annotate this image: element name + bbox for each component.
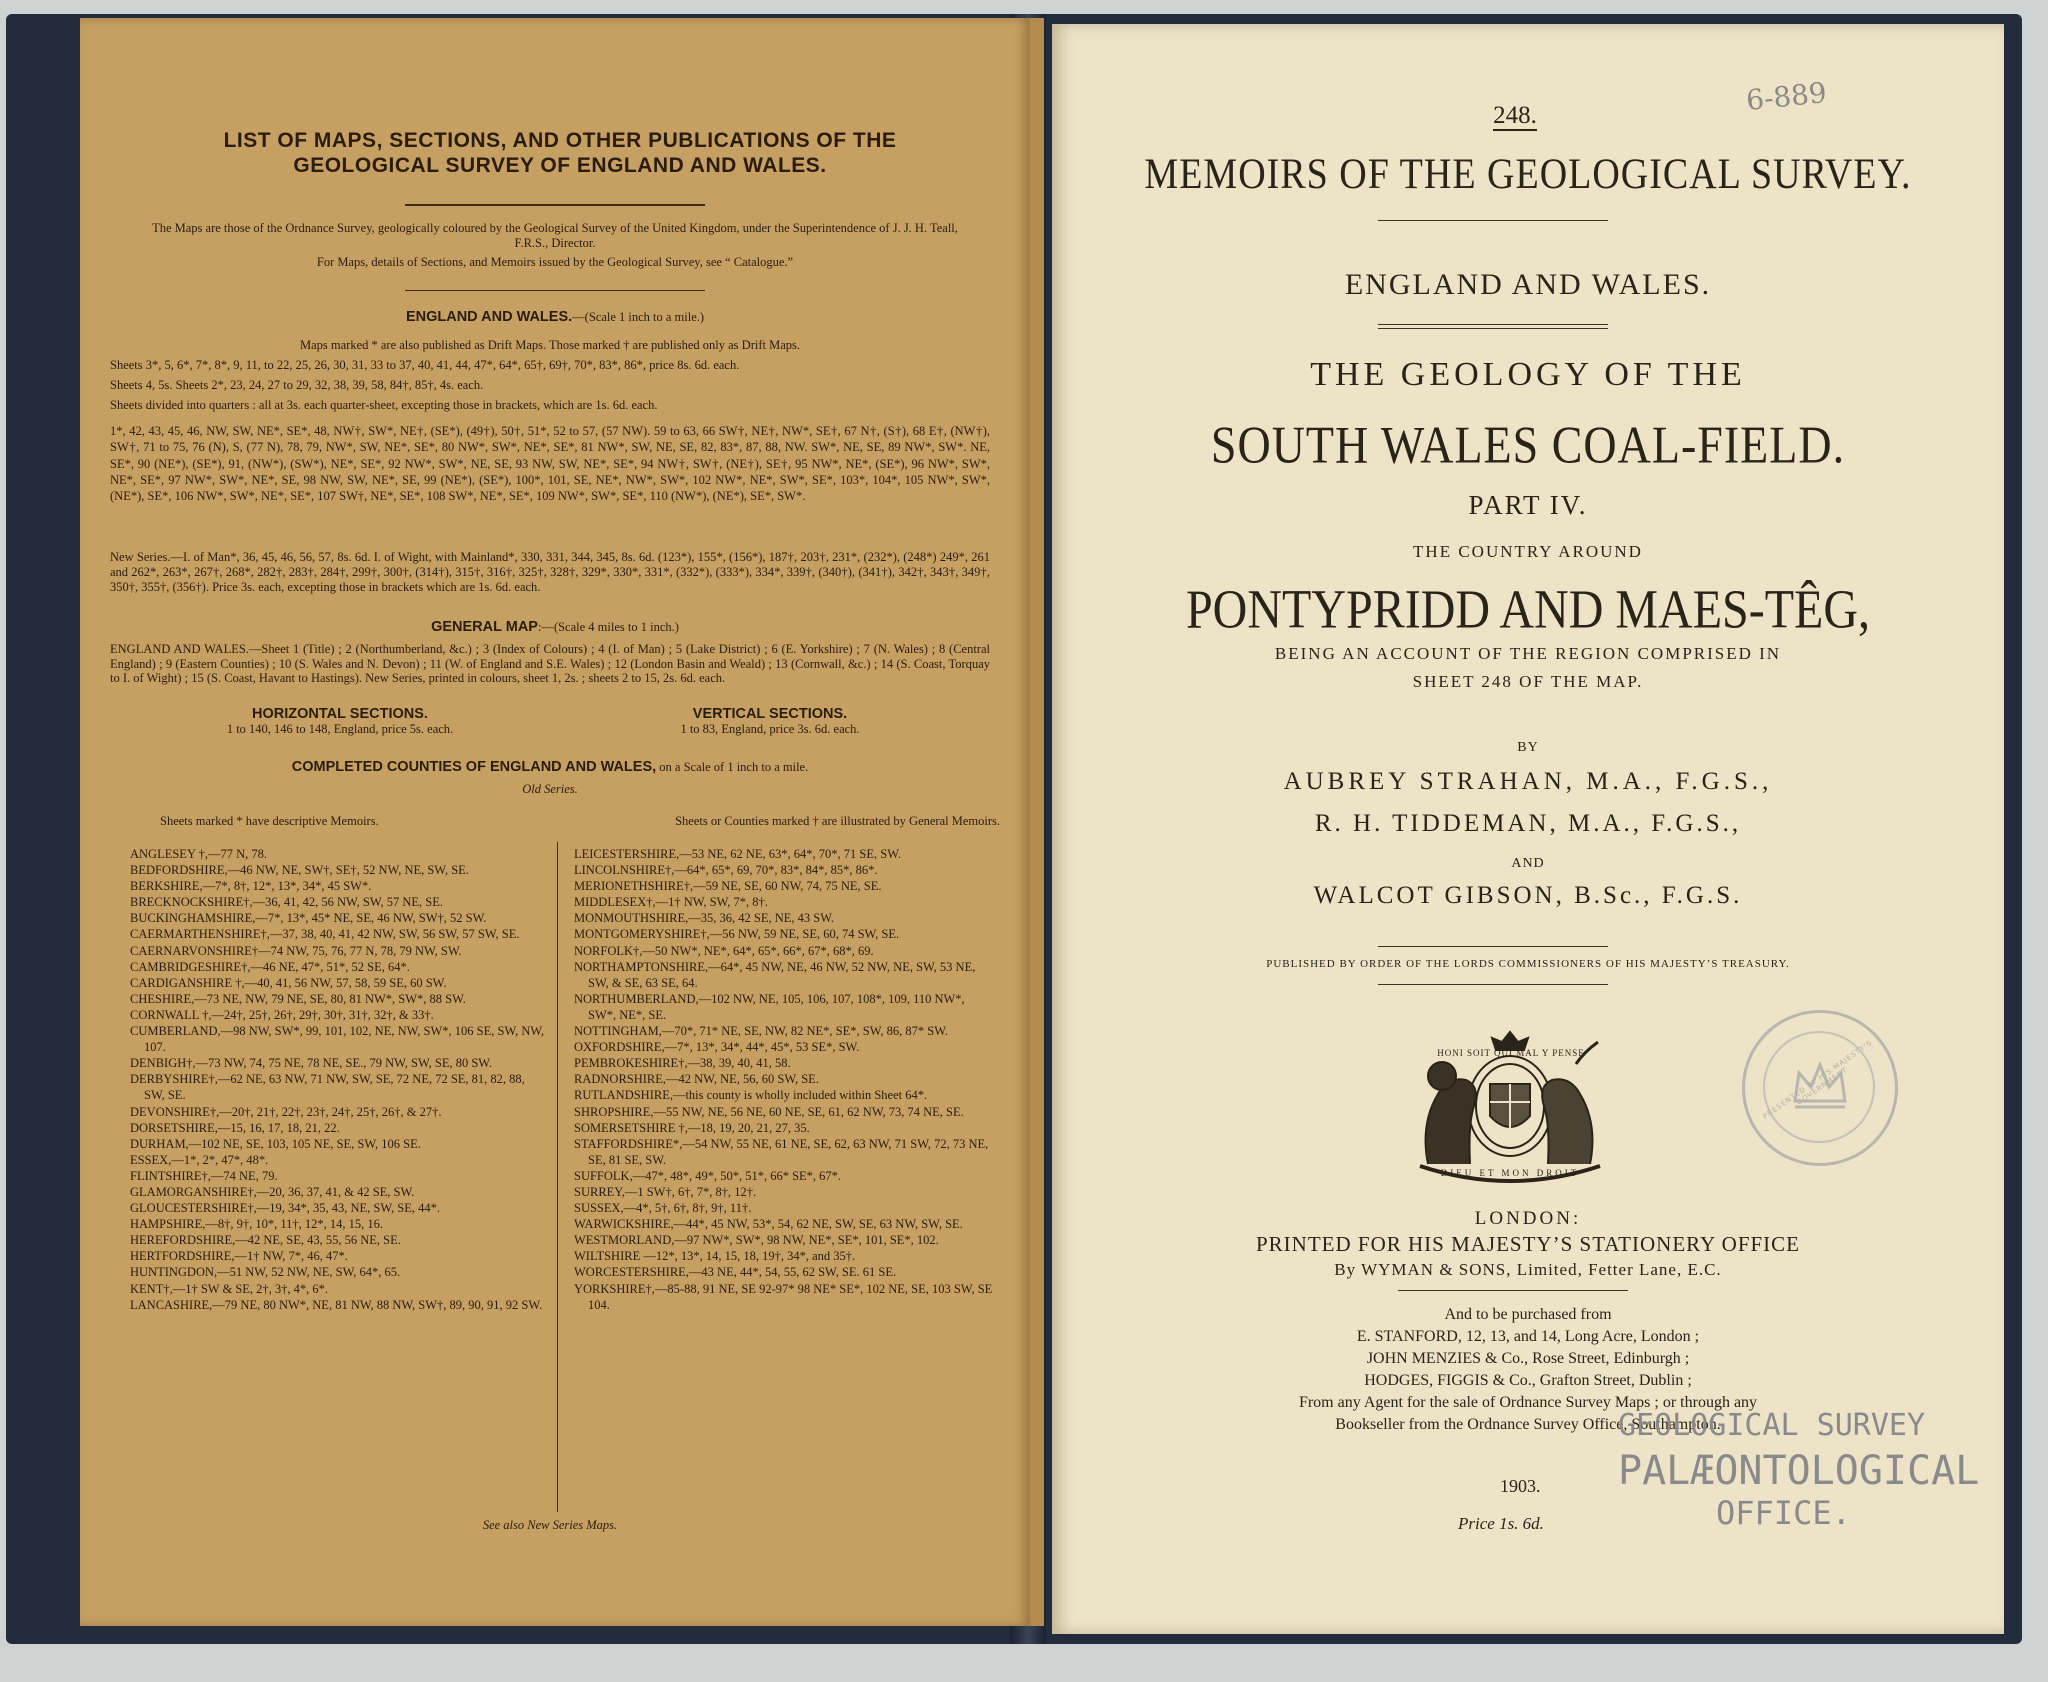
divider: [1378, 328, 1608, 329]
note-memoirs: Sheets marked * have descriptive Memoirs.: [160, 814, 379, 828]
seal-legend: PRESENTED BY HIS MAJESTY'S GOVERNMENT: [1761, 1038, 1874, 1121]
city-london: LONDON:: [1474, 1208, 1582, 1229]
counties-column-2: [574, 846, 994, 1313]
ew-scale: —(Scale 1 inch to a mile.): [572, 310, 705, 324]
county-entry: CHESHIRE,—73 NE, NW, 79 NE, SE, 80, 81 NW*, SW*, 88 SW.: [130, 991, 466, 1006]
general-map-heading: [120, 618, 990, 636]
presented-by-seal-icon: [1742, 1010, 1898, 1166]
county-entry: SUSSEX,—4*, 5†, 6†, 8†, 9†, 11†.: [574, 1201, 752, 1216]
right-page-title: [1052, 24, 2004, 1634]
book-title-line-1: THE GEOLOGY OF THE: [1310, 356, 1746, 393]
county-entry: MERIONETHSHIRE†,—59 NE, SE, 60 NW, 74, 75 NE, SE.: [574, 879, 882, 894]
column-divider: [557, 842, 558, 1512]
county-entry: FLINTSHIRE†,—74 NE, 79.: [130, 1168, 278, 1183]
county-entry: BEDFORDSHIRE,—46 NW, NE, SW†, SE†, 52 NW, NE, SW, SE.: [130, 863, 469, 878]
county-entry: MONMOUTHSHIRE,—35, 36, 42 SE, NE, 43 SW.: [574, 911, 834, 926]
county-entry: GLAMORGANSHIRE†,—20, 36, 37, 41, & 42 SE, SW.: [130, 1184, 415, 1199]
counties-column-1: [130, 846, 546, 1313]
seller-hodges: HODGES, FIGGIS & Co., Grafton Street, Dublin ;: [1364, 1372, 1692, 1389]
general-map-text: ENGLAND AND WALES.—Sheet 1 (Title) ; 2 (Northumberland, &c.) ; 3 (Index of Colours) ; 4 (I. of Man) ; 5 (Lake District) ; 6 (E. Yorkshire) ; 7 (N. Wales) ; 8 (Central England) ; 9 (Eastern Counties) ; 10 (S. Wales and N. Devon) ; 11 (W. of England and S.E. Wales) ; 12 (London Basin and Weald) ; 13 (Cornwall, &c.) ; 14 (S. Coast, Torquay to I. of Wight) ; 15 (S. Coast, Havant to Hastings). New Series, printed in colours, sheet 1, 2s. ; sheets 2 to 15, 2s. 6d. each.: [110, 642, 990, 685]
county-entry: LANCASHIRE,—79 NE, 80 NW*, NE, 81 NW, 88 NW, SW†, 89, 90, 91, 92 SW.: [130, 1297, 543, 1312]
county-entry: MONTGOMERYSHIRE†,—56 NW, 59 NE, SE, 60, 74 SW, SE.: [574, 927, 900, 942]
county-entry: CUMBERLAND,—98 NW, SW*, 99, 101, 102, NE, NW, SW*, 106 SE, SW, NW, 107.: [130, 1024, 545, 1055]
country-around: THE COUNTRY AROUND: [1413, 542, 1643, 561]
county-entry: WARWICKSHIRE,—44*, 45 NW, 53*, 54, 62 NE, SW, SE, 63 NW, SW, SE.: [574, 1217, 963, 1232]
divider: [1378, 946, 1608, 947]
county-entry: NORTHAMPTONSHIRE,—64*, 45 NW, NE, 46 NW, 52 NW, NE, SW, 53 NE, SW, & SE, 63 SE, 64.: [574, 959, 976, 990]
part-number: PART IV.: [1468, 490, 1588, 520]
seller-agents: From any Agent for the sale of Ordnance Survey Maps ; or through any: [1298, 1394, 1758, 1411]
divider: [405, 204, 705, 206]
author-tiddeman: R. H. TIDDEMAN, M.A., F.G.S.,: [1314, 810, 1742, 837]
catalogue-title: [120, 128, 1000, 178]
county-entry: HUNTINGDON,—51 NW, 52 NW, NE, SW, 64*, 65.: [130, 1265, 401, 1280]
county-entry: MIDDLESEX†,—1† NW, SW, 7*, 8†.: [574, 895, 768, 910]
stamp-palaeontological: PALÆONTOLOGICAL: [1618, 1448, 1980, 1494]
county-entry: OXFORDSHIRE,—7*, 13*, 34*, 44*, 45*, 53 SE*, SW.: [574, 1040, 860, 1055]
county-entry: SHROPSHIRE,—55 NW, NE, 56 NE, 60 NE, SE, 61, 62 NW, 73, 74 NE, SE.: [574, 1104, 964, 1119]
seller-menzies: JOHN MENZIES & Co., Rose Street, Edinburgh ;: [1366, 1350, 1690, 1367]
counties-heading: [110, 758, 990, 776]
county-entry: HEREFORDSHIRE,—42 NE, SE, 43, 55, 56 NE, SE.: [130, 1233, 401, 1248]
county-entry: LINCOLNSHIRE†,—64*, 65*, 69, 70*, 83*, 84*, 85*, 86*.: [574, 863, 878, 878]
county-entry: WESTMORLAND,—97 NW*, SW*, 98 NW, NE*, SE*, 101, SE*, 102.: [574, 1233, 939, 1248]
county-entry: NORTHUMBERLAND,—102 NW, NE, 105, 106, 107, 108*, 109, 110 NW*, SW*, NE*, SE.: [574, 991, 965, 1022]
book-title-line-2: SOUTH WALES COAL-FIELD.: [1210, 415, 1846, 474]
crest-motto-scroll: DIEU ET MON DROIT: [1440, 1168, 1580, 1178]
county-entry: CORNWALL †,—24†, 25†, 26†, 29†, 30†, 31†, 32†, & 33†.: [130, 1007, 434, 1022]
county-entry: GLOUCESTERSHIRE†,—19, 34*, 35, 43, NE, SW, SE, 44*.: [130, 1201, 440, 1216]
county-entry: DERBYSHIRE†,—62 NE, 63 NW, 71 NW, SW, SE, 72 NE, 72 SE, 81, 82, 88, SW, SE.: [130, 1072, 525, 1103]
horizontal-heading: HORIZONTAL SECTIONS.: [252, 706, 428, 722]
counties-title: COMPLETED COUNTIES OF ENGLAND AND WALES,: [291, 759, 657, 775]
county-entry: DURHAM,—102 NE, SE, 103, 105 NE, SE, SW, 106 SE.: [130, 1136, 421, 1151]
ew-notes: [110, 338, 990, 413]
published-by-order: PUBLISHED BY ORDER OF THE LORDS COMMISSIONERS OF HIS MAJESTY’S TREASURY.: [1266, 958, 1790, 970]
horizontal-sections: [120, 706, 560, 737]
ew-line: Sheets 4, 5s. Sheets 2*, 23, 24, 27 to 29, 32, 38, 39, 58, 84†, 85†, 4s. each.: [110, 378, 484, 392]
county-entry: STAFFORDSHIRE*,—54 NW, 55 NE, 61 NE, SE, 62, 63 NW, 71 SW, 72, 73 NE, SE, 81 SE, SW.: [574, 1136, 989, 1167]
left-page-catalogue: [80, 18, 1044, 1626]
purchase-intro: And to be purchased from: [1444, 1306, 1612, 1323]
see-also-note: See also New Series Maps.: [482, 1518, 618, 1532]
county-entry: ANGLESEY †,—77 N, 78.: [130, 847, 268, 861]
publication-year: 1903.: [1500, 1476, 1541, 1496]
county-entry: HERTFORDSHIRE,—1† NW, 7*, 46, 47*.: [130, 1249, 348, 1264]
ew-line: Sheets divided into quarters : all at 3s. each quarter-sheet, excepting those in brackets, which are 1s. 6d. each.: [110, 398, 658, 412]
county-entry: SURREY,—1 SW†, 6†, 7*, 8†, 12†.: [574, 1184, 757, 1199]
subtitle-line-2: SHEET 248 OF THE MAP.: [1412, 672, 1644, 691]
county-entry: YORKSHIRE†,—85-88, 91 NE, SE 92-97* 98 NE* SE*, 102 NE, SE, 103 SW, SE 104.: [574, 1281, 993, 1312]
crest-motto-garter: HONI SOIT QUI MAL Y PENSE: [1437, 1048, 1585, 1058]
series-title: MEMOIRS OF THE GEOLOGICAL SURVEY.: [1144, 149, 1912, 199]
county-entry: DENBIGH†,—73 NW, 74, 75 NE, 78 NE, SE., 79 NW, SW, SE, 80 SW.: [130, 1056, 493, 1071]
title-line-2: GEOLOGICAL SURVEY OF ENGLAND AND WALES.: [293, 154, 827, 177]
county-entry: ESSEX,—1*, 2*, 47*, 48*.: [130, 1152, 269, 1167]
county-entry: CAERNARVONSHIRE†—74 NW, 75, 76, 77 N, 78, 79 NW, SW.: [130, 943, 462, 958]
county-entry: HAMPSHIRE,—8†, 9†, 10*, 11†, 12*, 14, 15, 16.: [130, 1217, 384, 1232]
quarter-sheets-list: 1*, 42, 43, 45, 46, NW, SW, NE*, SE*, 48, NW†, SW*, NE†, (SE*), (49†), 50†, 51*, 52 to 57, (57 NW). 59 to 63, 66 SW†, NE†, NW*, SE†, 67 N†, (S†), 68 E†, (NW†), SW†, 71 to 75, 76 (N), S, (77 N), 78, 79, NW*, SW, NE*, SE*, 80 NW*, SW*, NE*, SE*, 81 NW*, SW, NE, SE, 82, 83*, 87, 88, NW. SW*, NE, SE, 89 NW*, SW*. NE, SE*, 90 (NE*), (SE*), 91, (NW*), (SW*), NE*, SE*, 92 NW*, SW*, NE, SE, 93 NW, SW, NE*, SE*, 94 NW†, SW†, (NE†), SE†, 95 NW*, NE*, (SE*), 96 NW*, SW*, NE*, SE*, 97 NW*, SW*, NE*, SE, 98 NW, SW, NE*, SE, 99 (NE*), (SE*), 100*, 101, SE, NE*, NW*, SW*, 102 NW*, NE*, SW*, SE*, 103*, 104*, 105 NW*, SW*, (NE*), SE*, 106 NW*, SW*, NE*, SE*, 107 SW†, NE*, SE*, 108 SW*, NE*, SE*, 109 NW*, SW*, SE*, 110 (NW*), (NE*), SE*, SW*.: [110, 424, 990, 504]
vertical-heading: VERTICAL SECTIONS.: [692, 706, 848, 722]
printer-line: By WYMAN & SONS, Limited, Fetter Lane, E.C.: [1334, 1260, 1722, 1279]
region-heading: ENGLAND AND WALES.: [1344, 268, 1712, 301]
divider: [1378, 324, 1608, 325]
divider: [1398, 1290, 1628, 1291]
intro-line-1: The Maps are those of the Ordnance Survey, geologically coloured by the Geological Survey of the United Kingdom, under the Superintendence of J. J. H. Teall, F.R.S., Director.: [152, 221, 958, 250]
county-entry: CAMBRIDGESHIRE†,—46 NE, 47*, 51*, 52 SE, 64*.: [130, 959, 410, 974]
county-entry: BUCKINGHAMSHIRE,—7*, 13*, 45* NE, SE, 46 NW, SW†, 52 SW.: [130, 911, 487, 926]
general-map-title: GENERAL MAP: [431, 619, 538, 635]
county-entry: CARDIGANSHIRE †,—40, 41, 56 NW, 57, 58, 59 SE, 60 SW.: [130, 975, 447, 990]
author-strahan: AUBREY STRAHAN, M.A., F.G.S.,: [1283, 768, 1773, 795]
counties-scale: on a Scale of 1 inch to a mile.: [656, 760, 809, 774]
county-entry: NOTTINGHAM,—70*, 71* NE, SE, NW, 82 NE*, SE*, SW, 86, 87* SW.: [574, 1024, 948, 1039]
county-entry: BERKSHIRE,—7*, 8†, 12*, 13*, 34*, 45 SW*.: [130, 879, 372, 894]
ew-heading: [120, 308, 990, 326]
county-entry: BRECKNOCKSHIRE†,—36, 41, 42, 56 NW, SW, 57 NE, SE.: [130, 895, 443, 910]
sheet-number: [1052, 102, 1991, 130]
vertical-sections: [560, 706, 980, 737]
note-general-memoirs: Sheets or Counties marked † are illustrated by General Memoirs.: [675, 814, 1000, 828]
county-entry: RUTLANDSHIRE,—this county is wholly included within Sheet 64*.: [574, 1088, 928, 1103]
old-series-label: Old Series.: [522, 782, 578, 796]
place-title: PONTYPRIDD AND MAES-TÊG,: [1185, 579, 1871, 640]
author-gibson: WALCOT GIBSON, B.Sc., F.G.S.: [1313, 882, 1743, 909]
seller-ordnance-office: Bookseller from the Ordnance Survey Office, Southampton.: [1335, 1416, 1721, 1433]
county-entry: PEMBROKESHIRE†,—38, 39, 40, 41, 58.: [574, 1056, 791, 1071]
subtitle-line-1: BEING AN ACCOUNT OF THE REGION COMPRISED IN: [1274, 644, 1782, 663]
by-label: BY: [1517, 740, 1539, 755]
divider: [405, 290, 705, 291]
seller-stanford: E. STANFORD, 12, 13, and 14, Long Acre, London ;: [1356, 1328, 1700, 1345]
title-line-1: LIST OF MAPS, SECTIONS, AND OTHER PUBLICATIONS OF THE: [223, 129, 897, 152]
county-entry: SOMERSETSHIRE †,—18, 19, 20, 21, 27, 35.: [574, 1120, 810, 1135]
county-entry: NORFOLK†,—50 NW*, NE*, 64*, 65*, 66*, 67*, 68*, 69.: [574, 943, 874, 958]
vertical-text: 1 to 83, England, price 3s. 6d. each.: [680, 722, 860, 736]
ew-heading-text: ENGLAND AND WALES.: [405, 309, 573, 325]
ew-line: Maps marked * are also published as Drift Maps. Those marked † are published only as Drift Maps.: [299, 338, 800, 352]
horizontal-text: 1 to 140, 146 to 148, England, price 5s. each.: [226, 722, 454, 736]
county-entry: WORCESTERSHIRE,—43 NE, 44*, 54, 55, 62 SW, SE. 61 SE.: [574, 1265, 897, 1280]
intro-line-2: For Maps, details of Sections, and Memoirs issued by the Geological Survey, see “ Catalogue.”: [316, 255, 794, 269]
intro-text: [140, 221, 970, 270]
general-map-scale: :—(Scale 4 miles to 1 inch.): [537, 620, 679, 634]
stamp-geological-survey: GEOLOGICAL SURVEY: [1618, 1408, 1926, 1443]
divider: [1378, 984, 1608, 985]
county-entry: KENT†,—1† SW & SE, 2†, 3†, 4*, 6*.: [130, 1281, 329, 1296]
county-entry: CAERMARTHENSHIRE†,—37, 38, 40, 41, 42 NW, SW, 56 SW, 57 SW, SE.: [130, 927, 520, 942]
county-entry: WILTSHIRE —12*, 13*, 14, 15, 18, 19†, 34*, and 35†.: [574, 1249, 856, 1264]
county-entry: DORSETSHIRE,—15, 16, 17, 18, 21, 22.: [130, 1120, 340, 1135]
new-series-list: New Series.—I. of Man*, 36, 45, 46, 56, 57, 8s. 6d. I. of Wight, with Mainland*, 330, 331, 344, 345, 8s. 6d. (123*), 155*, (156*), 187†, 203†, 231*, (232*), (248*) 249*, 261 and 262*, 263*, 267†, 268*, 282†, 283†, 284†, 299†, 300†, (314†), 315†, 316†, 325†, 328†, 329*, 330*, 331*, (332*), (333*), 334*, 339†, (340†), (341†), 342†, 343†, 349†, 350†, 355†, (356†). Price 3s. each, excepting those in brackets which are 1s. 6d. each.: [110, 550, 990, 594]
printed-for: PRINTED FOR HIS MAJESTY’S STATIONERY OFFICE: [1255, 1232, 1801, 1256]
and-label: AND: [1511, 856, 1545, 871]
price-label: Price 1s. 6d.: [1458, 1514, 1544, 1533]
county-entry: SUFFOLK,—47*, 48*, 49*, 50*, 51*, 66* SE*, 67*.: [574, 1168, 842, 1183]
pencil-accession-mark: 6-889: [1744, 75, 1829, 118]
divider: [1378, 220, 1608, 221]
county-entry: LEICESTERSHIRE,—53 NE, 62 NE, 63*, 64*, 70*, 71 SE, SW.: [574, 847, 901, 861]
county-entry: DEVONSHIRE†,—20†, 21†, 22†, 23†, 24†, 25†, 26†, & 27†.: [130, 1104, 442, 1119]
county-entry: RADNORSHIRE,—42 NW, NE, 56, 60 SW, SE.: [574, 1072, 819, 1087]
sheet-number-text: 248.: [1493, 102, 1537, 129]
ew-line: Sheets 3*, 5, 6*, 7*, 8*, 9, 11, to 22, 25, 26, 30, 31, 33 to 37, 40, 41, 44, 47*, 64*, 65†, 69†, 70*, 83*, 86*, price 8s. 6d. each.: [110, 358, 740, 372]
stamp-office: OFFICE.: [1716, 1494, 1851, 1532]
